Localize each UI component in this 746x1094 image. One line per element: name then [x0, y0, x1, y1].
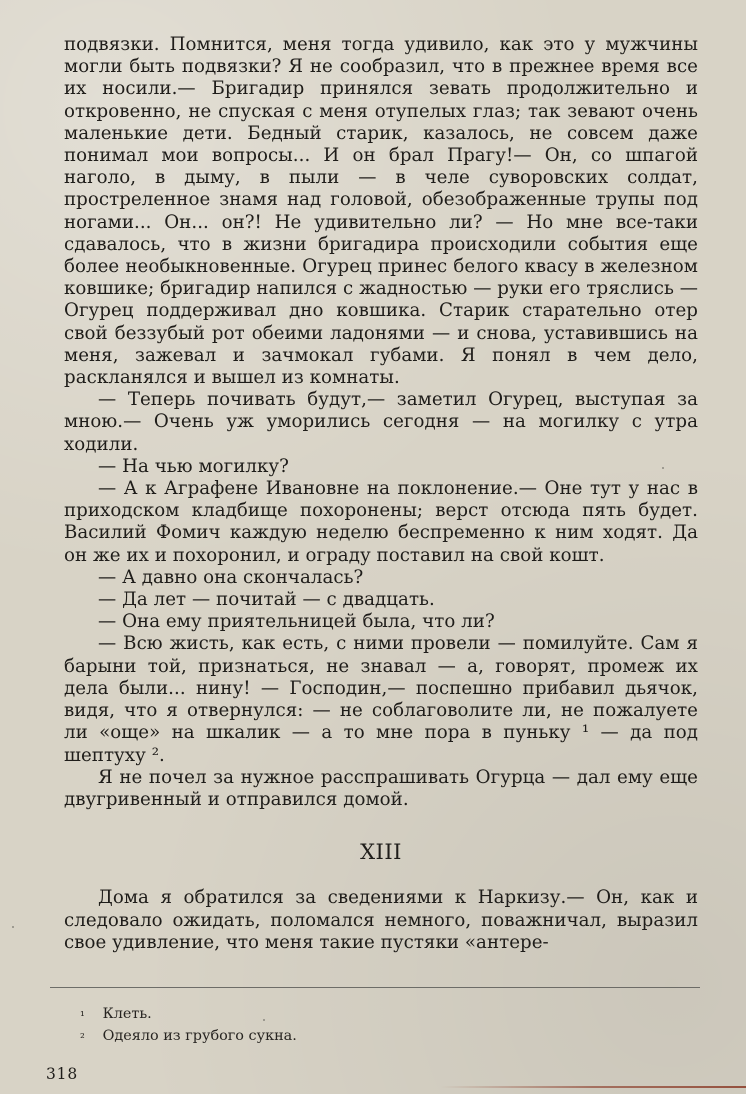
footnotes — [80, 1004, 680, 1048]
paragraph-8: — Всю жисть, как есть, с ними провели — помилуйте. Сам я барыни той, признаться, не знавал — а, говорят, промеж их дела были... нину! — Господин,— поспешно прибавил дьячок, видя, что я отвернулся: — не соблаговолите ли, не пожалуете ли «още» на шкалик — а то мне пора в пуньку ¹ — да под шептуху ². — [64, 633, 698, 766]
paper-speck — [12, 926, 14, 928]
paragraph-1: подвязки. Помнится, меня тогда удивило, как это у мужчины могли быть подвязки? Я не сообразил, что в прежнее время все их носили.— Бригадир принялся зевать продолжительно и откровенно, не спуская с меня отупелых глаз; так зевают очень маленькие дети. Бедный старик, казалось, не совсем даже понимал мои вопросы... И он брал Прагу!— Он, со шпагой наголо, в дыму, в пыли — в челе суворовских солдат, простреленное знамя над головой, обезображенные трупы под ногами... Он... он?! Не удивительно ли? — Но мне все-таки сдавалось, что в жизни бригадира происходили события еще более необыкновенные. Огурец принес белого квасу в железном ковшике; бригадир напился с жадностью — руки его тряслись — Огурец поддерживал дно ковшика. Старик старательно отер свой беззубый рот обеими ладонями — и снова, уставившись на меня, зажевал и зачмокал губами. Я понял в чем дело, раскланялся и вышел из комнаты. — [64, 34, 698, 389]
paragraph-9: Я не почел за нужное расспрашивать Огурца — дал ему еще двугривенный и отправился домой. — [64, 766, 698, 810]
paragraph-3: — На чью могилку? — [98, 455, 289, 477]
paper-speck — [263, 1019, 265, 1021]
paragraph-10: Дома я обратился за сведениями к Наркизу.— Он, как и следовало ожидать, поломался немного, поважничал, выразил свое удивление, что меня такие пустяки «антере- — [64, 887, 698, 953]
footnote-2-mark: ² — [80, 1031, 85, 1045]
page-number: 318 — [46, 1065, 78, 1083]
paragraph-2: — Теперь почивать будут,— заметил Огурец, выступая за мною.— Очень уж уморились сегодня — на могилку с утра ходили. — [64, 389, 698, 455]
paragraph-7: — Она ему приятельницей была, что ли? — [98, 611, 495, 633]
main-text — [64, 34, 698, 954]
page-edge-shadow — [440, 1086, 746, 1088]
paragraph-4: — А к Аграфене Ивановне на поклонение.— Оне тут у нас в приходском кладбище похоронены; верст отсюда пять будет. Василий Фомич каждую неделю беспременно к ним ходят. Да он же их и похоронил, и ограду поставил на свой кошт. — [64, 478, 698, 566]
paper-speck — [662, 467, 664, 469]
footnote-2-text: Одеяло из грубого сукна. — [102, 1028, 297, 1044]
paragraph-6: — Да лет — почитай — с двадцать. — [98, 589, 435, 611]
chapter-heading: XIII — [360, 840, 402, 865]
footnote-1-mark: ¹ — [80, 1009, 85, 1023]
footnote-1-text: Клеть. — [102, 1006, 152, 1022]
footnote-divider — [50, 987, 700, 988]
footnote-2 — [80, 1026, 680, 1048]
footnote-1 — [80, 1004, 680, 1026]
paragraph-5: — А давно она скончалась? — [98, 566, 364, 588]
